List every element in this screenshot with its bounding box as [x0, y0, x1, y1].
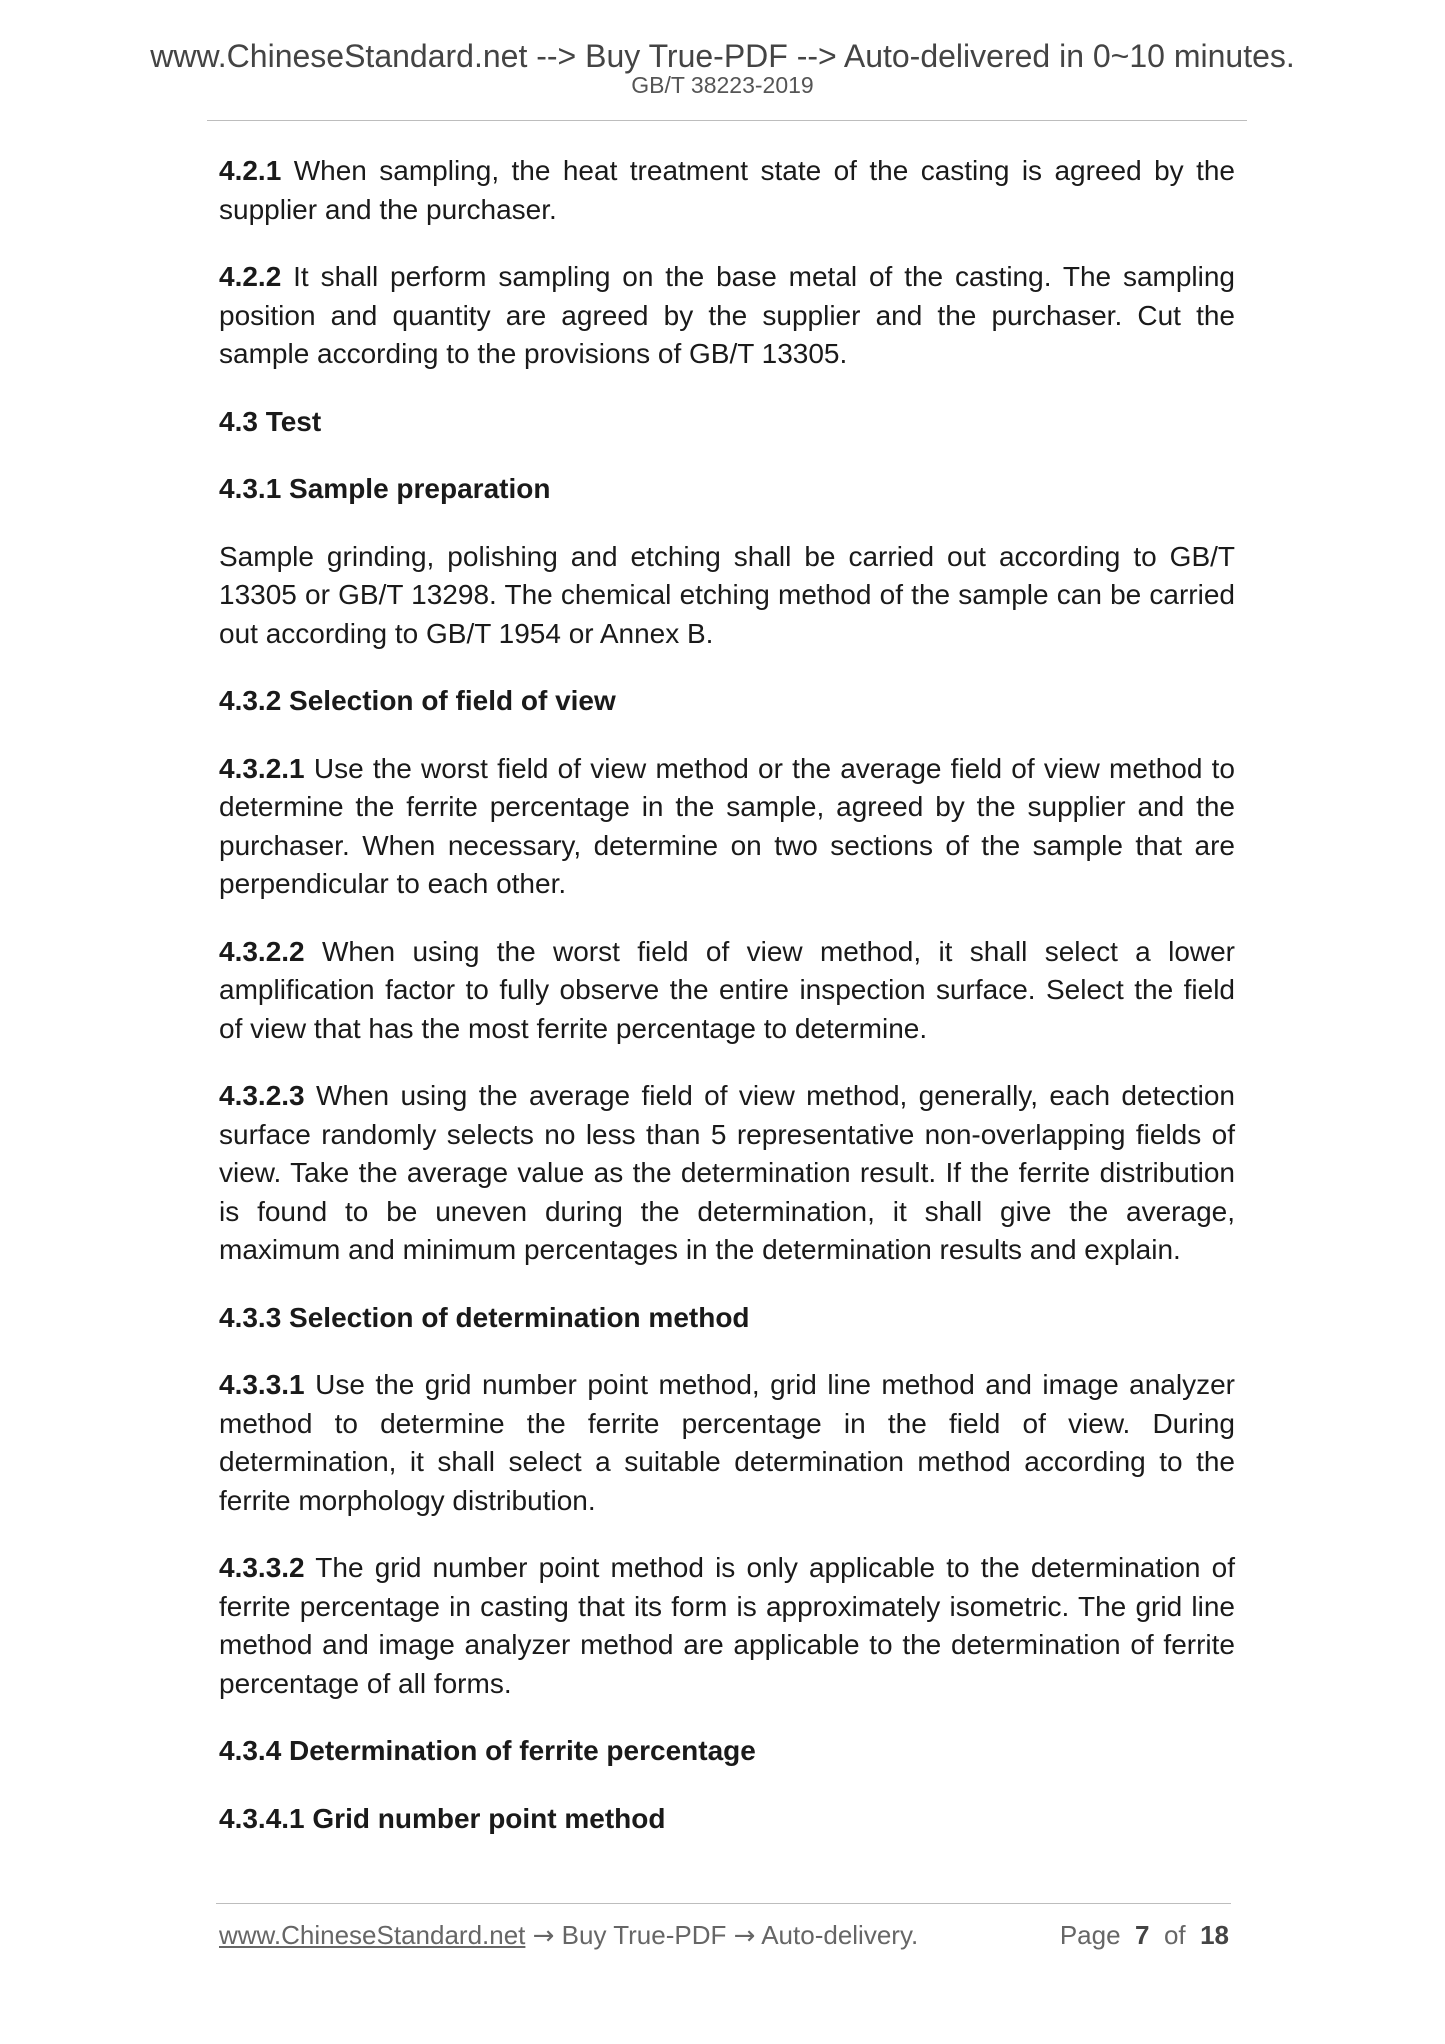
footer-site-link[interactable]: www.ChineseStandard.net — [219, 1920, 526, 1950]
clause-text: When sampling, the heat treatment state of the casting is agreed by the supplier and the purchaser. — [219, 155, 1235, 225]
footer-buy-text: Buy True-PDF — [561, 1920, 727, 1950]
clause-4-2-2 — [219, 258, 1235, 374]
clause-4-3-3-1 — [219, 1366, 1235, 1520]
heading-4-3-3: 4.3.3 Selection of determination method — [219, 1301, 750, 1333]
clause-number: 4.3.2.3 — [219, 1080, 305, 1111]
clause-number: 4.2.1 — [219, 155, 282, 186]
header-banner: www.ChineseStandard.net --> Buy True-PDF --> Auto-delivered in 0~10 minutes. — [150, 38, 1295, 74]
clause-4-3-2-2 — [219, 933, 1235, 1049]
clause-text: The grid number point method is only applicable to the determination of ferrite percentage in casting that its form is approximately isometric. The grid line method and image analyzer method are applicable to the determination of ferrite percentage of all forms. — [219, 1552, 1235, 1699]
heading-4-3: 4.3 Test — [219, 405, 322, 437]
page-current: 7 — [1135, 1920, 1150, 1950]
footer-divider — [216, 1903, 1231, 1904]
clause-number: 4.3.3.2 — [219, 1552, 305, 1583]
clause-number: 4.3.3.1 — [219, 1369, 305, 1400]
clause-number: 4.3.2.1 — [219, 752, 305, 784]
clause-4-3-2-1 — [219, 750, 1235, 904]
heading-4-3-1: 4.3.1 Sample preparation — [219, 473, 551, 504]
page-total: 18 — [1200, 1920, 1229, 1950]
heading-4-3-2: 4.3.2 Selection of field of view — [219, 685, 616, 716]
clause-text: Use the worst field of view method or the average field of view method to determine the ferrite percentage in the sample, agreed by the supplier and the purchaser. When necessary, determine on two sections of the sample that are perpendicular to each other. — [219, 752, 1235, 899]
arrow-right-icon: → — [733, 1921, 756, 1951]
clause-number: 4.2.2 — [219, 261, 282, 292]
document-body — [219, 152, 1235, 1867]
standard-code: GB/T 38223-2019 — [631, 72, 814, 98]
page-label: Page — [1059, 1920, 1121, 1950]
clause-text: When using the worst field of view method, it shall select a lower amplification factor to fully observe the entire inspection surface. Select the field of view that has the most ferrite percentage to determine. — [219, 935, 1236, 1044]
arrow-right-icon: → — [532, 1921, 555, 1951]
page-indicator — [1060, 1918, 1229, 1952]
page-of: of — [1163, 1920, 1186, 1950]
heading-4-3-4-1: 4.3.4.1 Grid number point method — [219, 1802, 666, 1834]
clause-4-3-3-2 — [219, 1549, 1235, 1703]
clause-4-3-2-3 — [219, 1077, 1235, 1270]
clause-4-3-1-text: Sample grinding, polishing and etching shall be carried out according to GB/T 13305 or GB/T 13298. The chemical etching method of the sample can be carried out according to GB/T 1954 or Annex B. — [219, 540, 1235, 649]
clause-text: Use the grid number point method, grid line method and image analyzer method to determine the ferrite percentage in the field of view. During determination, it shall select a suitable determination method according to the ferrite morphology distribution. — [219, 1369, 1236, 1516]
clause-4-2-1 — [219, 152, 1235, 229]
clause-text: When using the average field of view method, generally, each detection surface randomly selects no less than 5 representative non-overlapping fields of view. Take the average value as the determination result. If the ferrite distribution is found to be uneven during the determination, it shall give the average, maximum and minimum percentages in the determination results and explain. — [219, 1080, 1235, 1265]
clause-text: It shall perform sampling on the base metal of the casting. The sampling position and quantity are agreed by the supplier and the purchaser. Cut the sample according to the provisions of GB/T 13305. — [219, 261, 1236, 369]
clause-number: 4.3.2.2 — [219, 935, 305, 967]
page-footer — [219, 1918, 1229, 1953]
heading-4-3-4: 4.3.4 Determination of ferrite percentage — [219, 1735, 756, 1766]
header-divider — [207, 120, 1247, 121]
footer-delivery-text: Auto-delivery. — [761, 1920, 919, 1950]
